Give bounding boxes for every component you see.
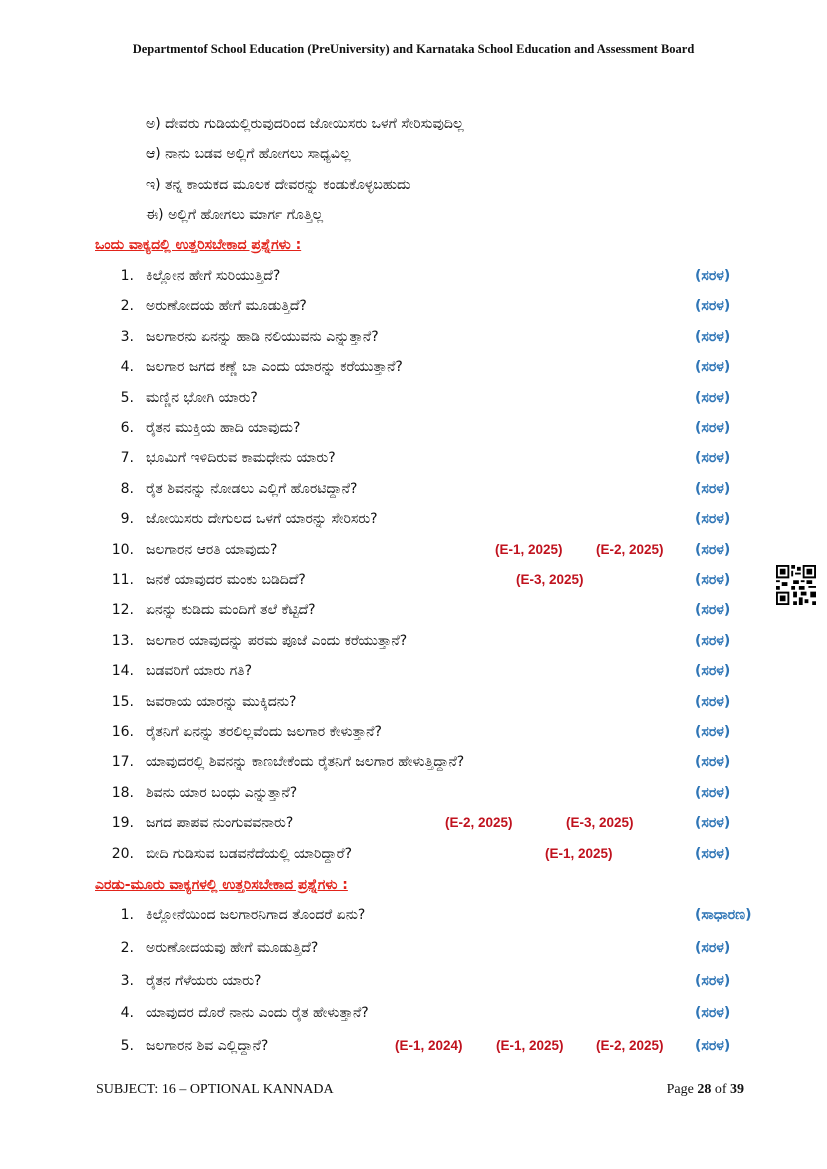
question-text: ಅರುಣೋದಯವು ಹೇಗೆ ಮೂಡುತ್ತಿದೆ? xyxy=(146,939,319,956)
question-text: ಜಲಗಾರ ಜಗದ ಕಣ್ಣೆ ಬಾ ಎಂದು ಯಾರನ್ನು ಕರೆಯುತ್ತಾನೆ? xyxy=(146,359,403,376)
exam-reference-tag: (E-2, 2025) xyxy=(596,541,664,557)
option-d: ಈ) ಅಲ್ಲಿಗೆ ಹೋಗಲು ಮಾರ್ಗ ಗೊತ್ತಿಲ್ಲ xyxy=(146,207,324,223)
difficulty-level: (ಸರಳ) xyxy=(695,602,731,619)
question-number: 14. xyxy=(111,663,134,680)
question-text: ಏನನ್ನು ಕುಡಿದು ಮಂದಿಗೆ ತಲೆ ಕೆಟ್ಟಿದೆ? xyxy=(146,602,316,619)
difficulty-level: (ಸರಳ) xyxy=(695,972,731,989)
option-a: ಅ) ದೇವರು ಗುಡಿಯಲ್ಲಿರುವುದರಿಂದ ಜೋಯಿಸರು ಒಳಗೆ ಸೇರಿಸುವುದಿಲ್ಲ xyxy=(146,116,464,132)
difficulty-level: (ಸರಳ) xyxy=(695,1005,731,1022)
question-number: 1. xyxy=(120,268,134,284)
exam-reference-tag: (E-1, 2024) xyxy=(395,1038,463,1054)
question-text: ರೈತನ ಗೆಳೆಯರು ಯಾರು? xyxy=(146,972,262,989)
difficulty-level: (ಸರಳ) xyxy=(695,939,731,956)
qr-code-icon xyxy=(776,565,816,605)
question-text: ರೈತ ಶಿವನನ್ನು ನೋಡಲು ಎಲ್ಲಿಗೆ ಹೊರಟಿದ್ದಾನೆ? xyxy=(146,480,358,497)
question-number: 20. xyxy=(111,845,134,862)
exam-reference-tag: (E-1, 2025) xyxy=(496,1038,564,1054)
question-text: ರೈತನಿಗೆ ಏನನ್ನು ತರಲಿಲ್ಲವೆಂದು ಜಲಗಾರ ಕೇಳುತ್ತಾನೆ? xyxy=(146,724,382,740)
question-number: 11. xyxy=(111,572,134,588)
question-number: 3. xyxy=(120,972,134,989)
difficulty-level: (ಸರಳ) xyxy=(695,328,731,345)
exam-reference-tag: (E-3, 2025) xyxy=(566,815,634,831)
question-text: ಜಲಗಾರನು ಏನನ್ನು ಹಾಡಿ ನಲಿಯುವನು ಎನ್ನುತ್ತಾನೆ? xyxy=(146,328,379,345)
question-text: ಜಲಗಾರನ ಆರತಿ ಯಾವುದು? xyxy=(146,541,278,558)
question-number: 3. xyxy=(120,328,134,345)
difficulty-level: (ಸರಳ) xyxy=(695,420,731,436)
difficulty-level: (ಸರಳ) xyxy=(695,693,731,710)
section-one-sentence-title: ಒಂದು ವಾಕ್ಯದಲ್ಲಿ ಉತ್ತರಿಸಬೇಕಾದ ಪ್ರಶ್ನೆಗಳು : xyxy=(95,237,302,253)
difficulty-level: (ಸರಳ) xyxy=(695,511,731,528)
question-row xyxy=(0,663,827,685)
question-text: ಯಾವುದರಲ್ಲಿ ಶಿವನನ್ನು ಕಾಣಬೇಕೆಂದು ರೈತನಿಗೆ ಜಲಗಾರ ಹೇಳುತ್ತಿದ್ದಾನೆ? xyxy=(146,754,465,771)
difficulty-level: (ಸರಳ) xyxy=(695,450,731,467)
difficulty-level: (ಸರಳ) xyxy=(695,845,731,862)
question-row xyxy=(0,633,827,655)
difficulty-level: (ಸರಳ) xyxy=(695,1038,731,1055)
page-current: 28 xyxy=(697,1082,712,1097)
question-number: 8. xyxy=(120,480,134,497)
question-row xyxy=(0,724,827,746)
difficulty-level: (ಸರಳ) xyxy=(695,815,731,832)
page-total: 39 xyxy=(730,1082,744,1097)
question-row xyxy=(0,359,827,381)
question-text: ಮಣ್ಣಿನ ಭೋಗಿ ಯಾರು? xyxy=(146,389,258,406)
question-row xyxy=(0,907,827,929)
question-row xyxy=(0,329,827,351)
difficulty-level: (ಸರಳ) xyxy=(695,359,731,376)
question-row xyxy=(0,1005,827,1027)
question-text: ಕಿಲ್ಲೋನ ಹೇಗೆ ಸುರಿಯುತ್ತಿದೆ? xyxy=(146,268,281,284)
question-row xyxy=(0,602,827,624)
question-number: 7. xyxy=(120,450,134,467)
page-label: Page xyxy=(666,1082,694,1097)
question-row xyxy=(0,973,827,995)
question-row xyxy=(0,815,827,837)
difficulty-level: (ಸರಳ) xyxy=(695,724,731,740)
question-text: ಕಿಲ್ಲೋನೆಯಿಂದ ಜಲಗಾರನಿಗಾದ ತೊಂದರೆ ಏನು? xyxy=(146,907,366,923)
question-row xyxy=(0,390,827,412)
question-number: 4. xyxy=(120,359,134,376)
exam-reference-tag: (E-2, 2025) xyxy=(445,815,513,831)
exam-reference-tag: (E-1, 2025) xyxy=(545,845,613,861)
question-row xyxy=(0,511,827,533)
exam-reference-tag: (E-1, 2025) xyxy=(495,541,563,557)
exam-reference-tag: (E-2, 2025) xyxy=(596,1038,664,1054)
question-text: ಭೂಮಿಗೆ ಇಳಿದಿರುವ ಕಾಮಧೇನು ಯಾರು? xyxy=(146,450,336,467)
question-row xyxy=(0,481,827,503)
difficulty-level: (ಸರಳ) xyxy=(695,784,731,801)
question-text: ಬಡವರಿಗೆ ಯಾರು ಗತಿ? xyxy=(146,663,253,680)
question-number: 18. xyxy=(111,784,134,801)
question-text: ಬೀದಿ ಗುಡಿಸುವ ಬಡವನೆದೆಯಲ್ಲಿ ಯಾರಿದ್ದಾರೆ? xyxy=(146,845,353,862)
footer-subject: SUBJECT: 16 – OPTIONAL KANNADA xyxy=(96,1082,334,1097)
difficulty-level: (ಸರಳ) xyxy=(695,389,731,406)
exam-reference-tag: (E-3, 2025) xyxy=(516,572,584,587)
question-text: ಜಲಗಾರನ ಶಿವ ಎಲ್ಲಿದ್ದಾನೆ? xyxy=(146,1038,269,1055)
question-number: 6. xyxy=(120,420,134,436)
question-row xyxy=(0,420,827,442)
question-number: 12. xyxy=(111,602,134,619)
question-number: 2. xyxy=(120,298,134,315)
difficulty-level: (ಸರಳ) xyxy=(695,268,731,284)
footer-page-number xyxy=(667,1082,744,1098)
difficulty-level: (ಸರಳ) xyxy=(695,298,731,315)
question-row xyxy=(0,785,827,807)
question-row xyxy=(0,1038,827,1060)
question-number: 19. xyxy=(111,815,134,832)
question-text: ಜಗದ ಪಾಪವ ನುಂಗುವವನಾರು? xyxy=(146,815,294,832)
section-two-three-sentence-title: ಎರಡು-ಮೂರು ವಾಕ್ಯಗಳಲ್ಲಿ ಉತ್ತರಿಸಬೇಕಾದ ಪ್ರಶ್ನೆಗಳು : xyxy=(95,877,348,893)
question-text: ಜೋಯಿಸರು ದೇಗುಲದ ಒಳಗೆ ಯಾರನ್ನು ಸೇರಿಸರು? xyxy=(146,511,378,528)
question-text: ಯಾವುದರ ದೊರೆ ನಾನು ಎಂದು ರೈತ ಹೇಳುತ್ತಾನೆ? xyxy=(146,1005,369,1022)
difficulty-level: (ಸರಳ) xyxy=(695,480,731,497)
question-text: ಶಿವನು ಯಾರ ಬಂಧು ಎನ್ನುತ್ತಾನೆ? xyxy=(146,784,298,801)
question-number: 17. xyxy=(111,754,134,771)
difficulty-level: (ಸರಳ) xyxy=(695,663,731,680)
difficulty-level: (ಸರಳ) xyxy=(695,632,731,649)
question-text: ಜನಕೆ ಯಾವುದರ ಮಂಕು ಬಡಿದಿದೆ? xyxy=(146,572,306,588)
page-of-label: of xyxy=(714,1082,727,1097)
question-number: 1. xyxy=(120,907,134,923)
question-number: 2. xyxy=(120,939,134,956)
question-row xyxy=(0,940,827,962)
question-text: ಅರುಣೋದಯ ಹೇಗೆ ಮೂಡುತ್ತಿದೆ? xyxy=(146,298,307,315)
question-number: 5. xyxy=(120,389,134,406)
difficulty-level: (ಸರಳ) xyxy=(695,572,731,588)
question-row xyxy=(0,572,827,594)
question-number: 10. xyxy=(111,541,134,558)
question-row xyxy=(0,694,827,716)
question-text: ರೈತನ ಮುಕ್ತಿಯ ಹಾದಿ ಯಾವುದು? xyxy=(146,420,301,436)
option-b: ಆ) ನಾನು ಬಡವ ಅಲ್ಲಿಗೆ ಹೋಗಲು ಸಾಧ್ಯವಿಲ್ಲ xyxy=(146,146,351,162)
question-row xyxy=(0,542,827,564)
question-number: 4. xyxy=(120,1005,134,1022)
question-number: 5. xyxy=(120,1038,134,1055)
question-number: 13. xyxy=(111,632,134,649)
question-row xyxy=(0,754,827,776)
question-row xyxy=(0,268,827,290)
difficulty-level: (ಸರಳ) xyxy=(695,541,731,558)
question-number: 15. xyxy=(111,693,134,710)
difficulty-level: (ಸಾಧಾರಣ) xyxy=(695,907,752,923)
question-number: 16. xyxy=(111,724,134,740)
page-header: Departmentof School Education (PreUniversity) and Karnataka School Education and Assessment Board xyxy=(132,42,695,56)
option-c: ಇ) ತನ್ನ ಕಾಯಕದ ಮೂಲಕ ದೇವರನ್ನು ಕಂಡುಕೊಳ್ಳಬಹುದು xyxy=(146,177,411,193)
question-number: 9. xyxy=(120,511,134,528)
question-text: ಜಲಗಾರ ಯಾವುದನ್ನು ಪರಮ ಪೂಜೆ ಎಂದು ಕರೆಯುತ್ತಾನೆ? xyxy=(146,632,408,649)
question-text: ಜವರಾಯ ಯಾರನ್ನು ಮುಕ್ಕಿದನು? xyxy=(146,693,297,710)
question-row xyxy=(0,846,827,868)
question-row xyxy=(0,450,827,472)
difficulty-level: (ಸರಳ) xyxy=(695,754,731,771)
question-row xyxy=(0,298,827,320)
